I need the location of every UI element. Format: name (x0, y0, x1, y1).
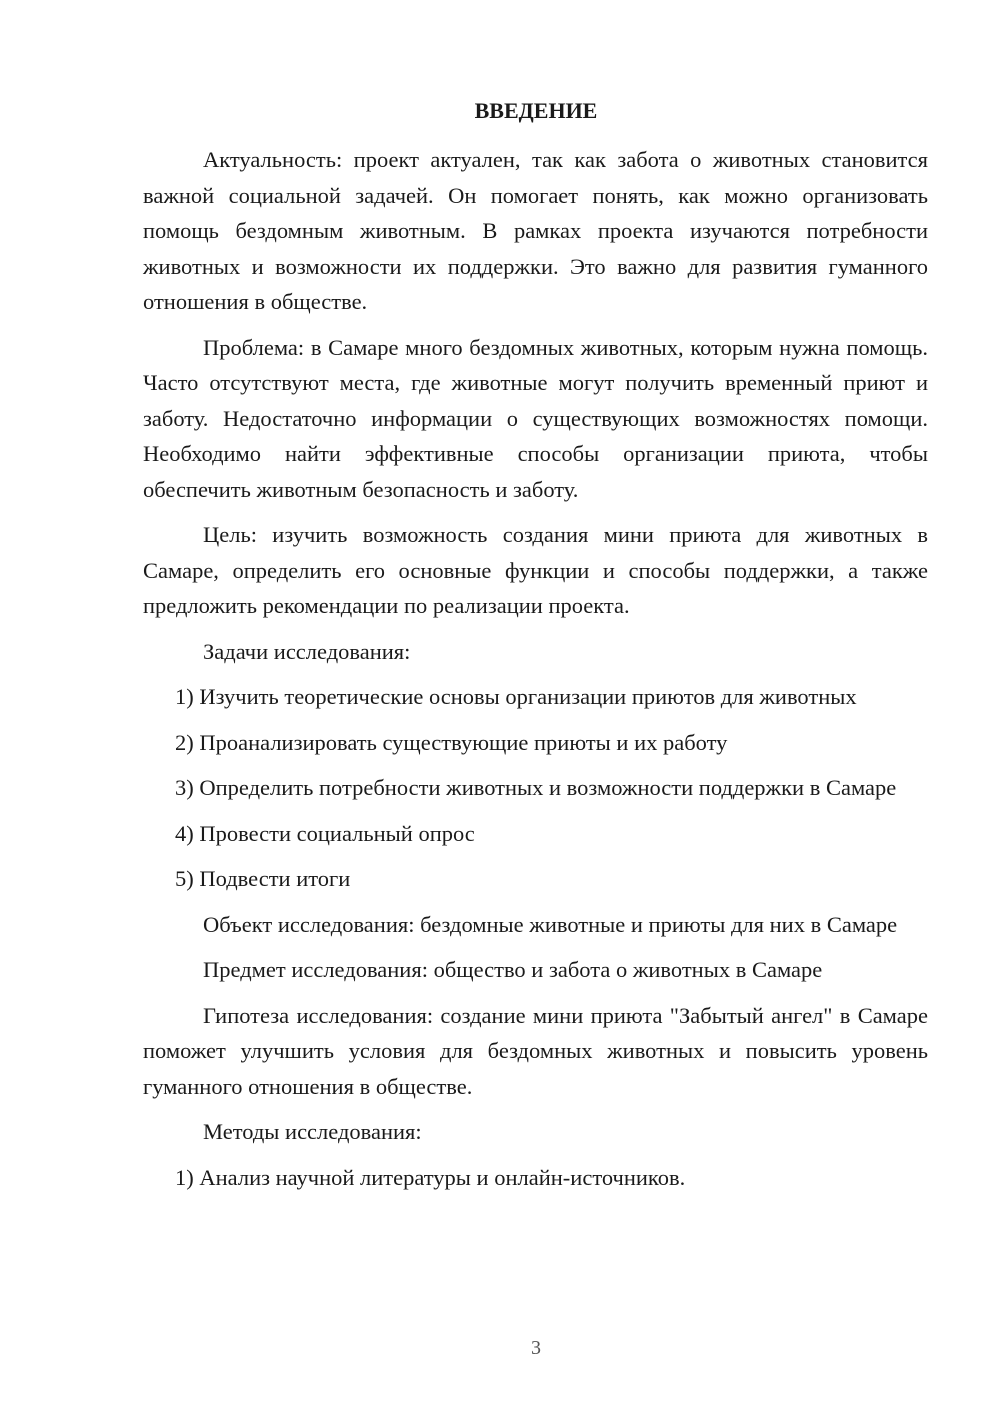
method-item-1: 1) Анализ научной литературы и онлайн-источников. (175, 1164, 686, 1190)
page-number: 3 (531, 1337, 541, 1359)
section-body (143, 142, 928, 1205)
task-item-3: 3) Определить потребности животных и возможности поддержки в Самаре (175, 775, 897, 800)
section-title: ВВЕДЕНИЕ (474, 98, 598, 123)
task-item-1: 1) Изучить теоретические основы организации приютов для животных (175, 684, 857, 709)
problem-paragraph: Проблема: в Самаре много бездомных животных, которым нужна помощь. Часто отсутствуют места, где животные могут получить временный приют и заботу. Недостаточно информации о существующих возможностях помощи. Необходимо найти эффективные способы организации приюта, чтобы обеспечить животным безопасность и заботу. (143, 334, 928, 502)
goal-paragraph: Цель: изучить возможность создания мини приюта для животных в Самаре, определить его основные функции и способы поддержки, а также предложить рекомендации по реализации проекта. (143, 522, 928, 618)
task-item-2: 2) Проанализировать существующие приюты и их работу (175, 729, 728, 755)
task-item-5: 5) Подвести итоги (175, 866, 351, 891)
relevance-paragraph: Актуальность: проект актуален, так как забота о животных становится важной социальной задачей. Он помогает понять, как можно организовать помощь бездомным животным. В рамках проекта изучаются потребности животных и возможности их поддержки. Это важно для развития гуманного отношения в обществе. (143, 147, 928, 314)
methods-heading: Методы исследования: (203, 1119, 422, 1144)
hypothesis-paragraph: Гипотеза исследования: создание мини приюта "Забытый ангел" в Самаре поможет улучшить условия для бездомных животных и повысить уровень гуманного отношения в обществе. (143, 1002, 928, 1099)
subject-paragraph: Предмет исследования: общество и забота о животных в Самаре (203, 957, 823, 982)
task-item-4: 4) Провести социальный опрос (175, 820, 475, 846)
tasks-heading: Задачи исследования: (203, 638, 411, 664)
object-paragraph: Объект исследования: бездомные животные и приюты для них в Самаре (203, 911, 898, 937)
